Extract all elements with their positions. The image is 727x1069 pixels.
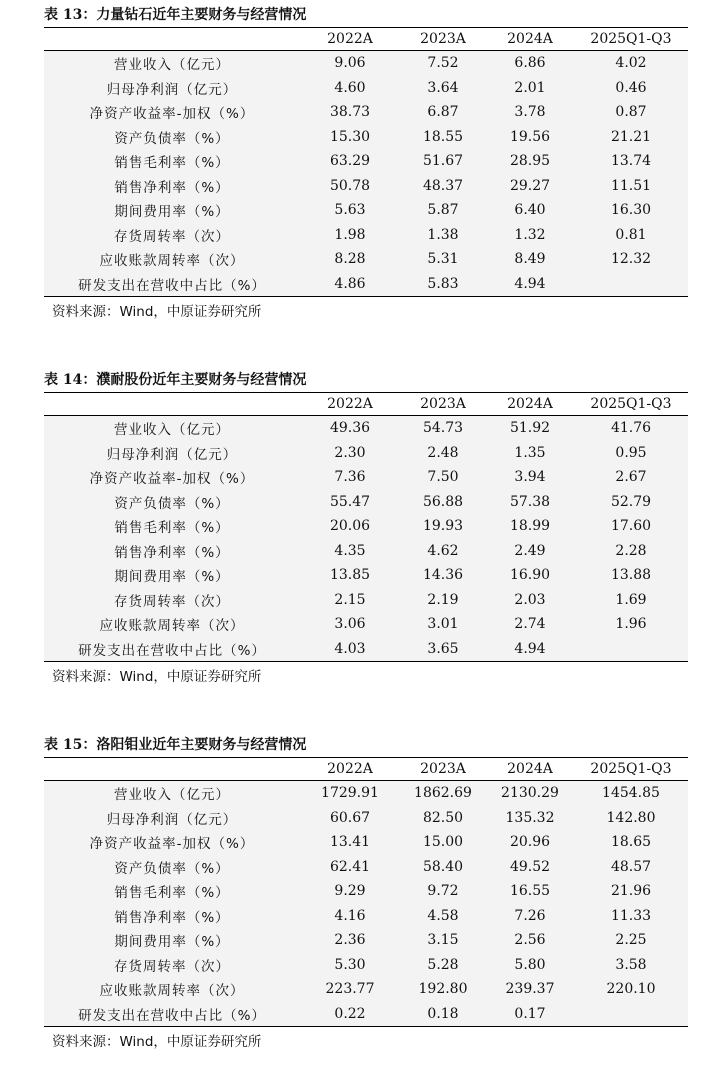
value-cell: 11.51: [610, 177, 652, 194]
value-cell: 62.41: [329, 858, 371, 875]
value-cell: 0.81: [615, 226, 647, 243]
value-cell: 1.35: [514, 444, 546, 461]
value-cell: 3.15: [427, 932, 459, 949]
value-cell: 3.64: [427, 79, 459, 96]
value-cell: 4.62: [427, 542, 459, 559]
value-cell: 48.37: [422, 177, 464, 194]
value-cell: 17.60: [610, 518, 652, 535]
column-header: 2024A: [507, 31, 553, 47]
table-row: [44, 514, 688, 539]
table-row: [44, 416, 688, 441]
table-row: [44, 563, 688, 588]
value-cell: 21.96: [610, 883, 652, 900]
value-cell: 4.16: [334, 907, 366, 924]
value-cell: 9.06: [334, 55, 366, 72]
value-cell: 11.33: [610, 907, 652, 924]
table-row: [44, 51, 688, 76]
value-cell: 7.50: [427, 469, 459, 486]
row-label: 存货周转率（次）: [114, 228, 230, 245]
value-cell: 7.26: [514, 907, 546, 924]
value-cell: 0.95: [615, 444, 647, 461]
table-row: [44, 465, 688, 490]
value-cell: 2.67: [615, 469, 647, 486]
value-cell: 13.74: [610, 153, 652, 170]
value-cell: 54.73: [422, 420, 464, 437]
row-label: 应收账款周转率（次）: [99, 618, 245, 635]
value-cell: 5.87: [427, 202, 459, 219]
value-cell: 13.85: [329, 567, 371, 584]
table-row: [44, 612, 688, 637]
value-cell: 223.77: [325, 981, 375, 998]
value-cell: 9.29: [334, 883, 366, 900]
table-header-row: [44, 28, 688, 51]
value-cell: 8.49: [514, 251, 546, 268]
row-label: 营业收入（亿元）: [114, 787, 230, 804]
value-cell: 239.37: [505, 981, 555, 998]
value-cell: 142.80: [606, 809, 656, 826]
financial-table: [44, 27, 688, 297]
column-header: 2024A: [507, 396, 553, 412]
value-cell: 4.03: [334, 640, 366, 657]
value-cell: 2130.29: [501, 785, 559, 802]
source-note: 资料来源：Wind，中原证券研究所: [52, 669, 262, 685]
row-label: 净资产收益率-加权（%）: [89, 106, 255, 123]
row-label: 资产负债率（%）: [114, 495, 230, 512]
row-label: 销售净利率（%）: [114, 179, 230, 196]
value-cell: 16.30: [610, 202, 652, 219]
value-cell: 3.06: [334, 616, 366, 633]
value-cell: 5.63: [334, 202, 366, 219]
value-cell: 5.30: [334, 956, 366, 973]
row-label: 存货周转率（次）: [114, 593, 230, 610]
row-label: 归母净利润（亿元）: [106, 811, 238, 828]
value-cell: 15.30: [329, 128, 371, 145]
row-label: 销售毛利率（%）: [114, 885, 230, 902]
value-cell: 6.87: [427, 104, 459, 121]
row-label: 销售毛利率（%）: [114, 520, 230, 537]
row-label: 净资产收益率-加权（%）: [89, 471, 255, 488]
value-cell: 38.73: [329, 104, 371, 121]
value-cell: 4.35: [334, 542, 366, 559]
value-cell: 5.31: [427, 251, 459, 268]
value-cell: 4.94: [514, 275, 546, 292]
value-cell: 50.78: [329, 177, 371, 194]
table-row: [44, 76, 688, 101]
value-cell: 1.96: [615, 616, 647, 633]
table-row: [44, 125, 688, 150]
value-cell: 16.55: [509, 883, 551, 900]
table-row: [44, 928, 688, 953]
value-cell: 3.78: [514, 104, 546, 121]
value-cell: 3.94: [514, 469, 546, 486]
value-cell: 1454.85: [602, 785, 660, 802]
row-label: 存货周转率（次）: [114, 958, 230, 975]
value-cell: 6.40: [514, 202, 546, 219]
value-cell: 4.94: [514, 640, 546, 657]
row-label: 销售净利率（%）: [114, 909, 230, 926]
value-cell: 192.80: [418, 981, 468, 998]
row-label: 销售净利率（%）: [114, 544, 230, 561]
value-cell: 1.38: [427, 226, 459, 243]
value-cell: 2.48: [427, 444, 459, 461]
column-header: 2025Q1-Q3: [590, 396, 672, 412]
value-cell: 2.15: [334, 591, 366, 608]
table-row: [44, 977, 688, 1002]
value-cell: 0.17: [514, 1005, 546, 1022]
financial-table: [44, 757, 688, 1027]
value-cell: 29.27: [509, 177, 551, 194]
value-cell: 6.86: [514, 55, 546, 72]
value-cell: 16.90: [509, 567, 551, 584]
table-row: [44, 100, 688, 125]
value-cell: 21.21: [610, 128, 652, 145]
value-cell: 41.76: [610, 420, 652, 437]
value-cell: 51.92: [509, 420, 551, 437]
value-cell: 13.41: [329, 834, 371, 851]
value-cell: 55.47: [329, 493, 371, 510]
table-row: [44, 781, 688, 806]
value-cell: 2.36: [334, 932, 366, 949]
column-header: 2024A: [507, 761, 553, 777]
value-cell: 51.67: [422, 153, 464, 170]
column-header: 2022A: [327, 31, 373, 47]
row-label: 应收账款周转率（次）: [99, 983, 245, 1000]
row-label: 营业收入（亿元）: [114, 422, 230, 439]
value-cell: 60.67: [329, 809, 371, 826]
table-row: [44, 539, 688, 564]
value-cell: 3.01: [427, 616, 459, 633]
table-row: [44, 490, 688, 515]
value-cell: 18.65: [610, 834, 652, 851]
column-header: 2022A: [327, 396, 373, 412]
row-label: 营业收入（亿元）: [114, 57, 230, 74]
value-cell: 5.28: [427, 956, 459, 973]
source-note: 资料来源：Wind，中原证券研究所: [52, 1034, 262, 1050]
table-row: [44, 953, 688, 978]
value-cell: 15.00: [422, 834, 464, 851]
value-cell: 2.03: [514, 591, 546, 608]
row-label: 归母净利润（亿元）: [106, 446, 238, 463]
value-cell: 2.49: [514, 542, 546, 559]
table-row: [44, 272, 688, 297]
table-row: [44, 806, 688, 831]
source-note: 资料来源：Wind，中原证券研究所: [52, 304, 262, 320]
column-header: 2025Q1-Q3: [590, 761, 672, 777]
value-cell: 0.18: [427, 1005, 459, 1022]
row-label: 资产负债率（%）: [114, 860, 230, 877]
value-cell: 12.32: [610, 251, 652, 268]
row-label: 研发支出在营收中占比（%）: [78, 1007, 266, 1024]
value-cell: 135.32: [505, 809, 555, 826]
value-cell: 49.36: [329, 420, 371, 437]
value-cell: 2.25: [615, 932, 647, 949]
value-cell: 14.36: [422, 567, 464, 584]
value-cell: 57.38: [509, 493, 551, 510]
table-row: [44, 149, 688, 174]
value-cell: 5.80: [514, 956, 546, 973]
column-header: 2022A: [327, 761, 373, 777]
value-cell: 1862.69: [414, 785, 472, 802]
value-cell: 2.30: [334, 444, 366, 461]
value-cell: 3.58: [615, 956, 647, 973]
value-cell: 2.19: [427, 591, 459, 608]
column-header: 2023A: [420, 761, 466, 777]
value-cell: 2.56: [514, 932, 546, 949]
table-row: [44, 198, 688, 223]
table-row: [44, 904, 688, 929]
value-cell: 20.96: [509, 834, 551, 851]
table-row: [44, 223, 688, 248]
row-label: 资产负债率（%）: [114, 130, 230, 147]
table-row: [44, 879, 688, 904]
row-label: 期间费用率（%）: [114, 569, 230, 586]
table-row: [44, 174, 688, 199]
table-row: [44, 1002, 688, 1027]
value-cell: 0.46: [615, 79, 647, 96]
value-cell: 18.55: [422, 128, 464, 145]
table-row: [44, 588, 688, 613]
value-cell: 82.50: [422, 809, 464, 826]
value-cell: 2.74: [514, 616, 546, 633]
table-row: [44, 830, 688, 855]
value-cell: 9.72: [427, 883, 459, 900]
value-cell: 0.87: [615, 104, 647, 121]
table-row: [44, 637, 688, 662]
financial-table: [44, 392, 688, 662]
value-cell: 5.83: [427, 275, 459, 292]
row-label: 销售毛利率（%）: [114, 155, 230, 172]
table-caption: 表 15：洛阳钼业近年主要财务与经营情况: [44, 737, 307, 753]
value-cell: 4.58: [427, 907, 459, 924]
value-cell: 19.93: [422, 518, 464, 535]
table-header-row: [44, 758, 688, 781]
value-cell: 2.28: [615, 542, 647, 559]
value-cell: 1.32: [514, 226, 546, 243]
value-cell: 48.57: [610, 858, 652, 875]
value-cell: 1729.91: [321, 785, 379, 802]
value-cell: 28.95: [509, 153, 551, 170]
value-cell: 20.06: [329, 518, 371, 535]
table-row: [44, 855, 688, 880]
row-label: 期间费用率（%）: [114, 204, 230, 221]
value-cell: 4.86: [334, 275, 366, 292]
row-label: 归母净利润（亿元）: [106, 81, 238, 98]
value-cell: 4.60: [334, 79, 366, 96]
table-row: [44, 441, 688, 466]
table-header-row: [44, 393, 688, 416]
row-label: 研发支出在营收中占比（%）: [78, 642, 266, 659]
value-cell: 8.28: [334, 251, 366, 268]
table-caption: 表 14：濮耐股份近年主要财务与经营情况: [44, 372, 307, 388]
column-header: 2025Q1-Q3: [590, 31, 672, 47]
value-cell: 1.98: [334, 226, 366, 243]
value-cell: 52.79: [610, 493, 652, 510]
value-cell: 19.56: [509, 128, 551, 145]
column-header: 2023A: [420, 31, 466, 47]
value-cell: 4.02: [615, 55, 647, 72]
table-row: [44, 247, 688, 272]
value-cell: 63.29: [329, 153, 371, 170]
value-cell: 56.88: [422, 493, 464, 510]
value-cell: 18.99: [509, 518, 551, 535]
value-cell: 13.88: [610, 567, 652, 584]
value-cell: 0.22: [334, 1005, 366, 1022]
row-label: 期间费用率（%）: [114, 934, 230, 951]
row-label: 应收账款周转率（次）: [99, 253, 245, 270]
value-cell: 58.40: [422, 858, 464, 875]
value-cell: 1.69: [615, 591, 647, 608]
row-label: 净资产收益率-加权（%）: [89, 836, 255, 853]
value-cell: 3.65: [427, 640, 459, 657]
value-cell: 7.36: [334, 469, 366, 486]
value-cell: 7.52: [427, 55, 459, 72]
value-cell: 2.01: [514, 79, 546, 96]
table-caption: 表 13：力量钻石近年主要财务与经营情况: [44, 7, 307, 23]
value-cell: 220.10: [606, 981, 656, 998]
value-cell: 49.52: [509, 858, 551, 875]
row-label: 研发支出在营收中占比（%）: [78, 277, 266, 294]
column-header: 2023A: [420, 396, 466, 412]
